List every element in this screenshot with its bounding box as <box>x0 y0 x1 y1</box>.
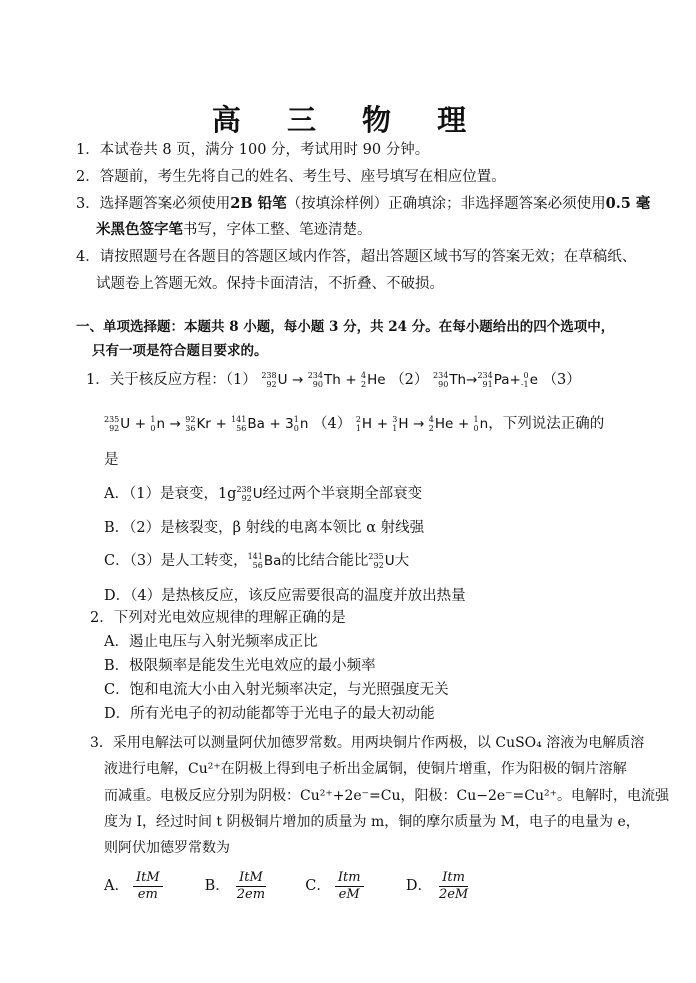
nuclide: 234 90 <box>307 371 323 389</box>
q3-options <box>104 866 502 906</box>
q1-option-a: A．（1）是衰变，1g 238 92 U经过两个半衰期全部衰变 <box>104 485 423 503</box>
nuclide: 235 92 <box>368 552 384 570</box>
q2-option-a: A．遏止电压与入射光频率成正比 <box>104 634 318 650</box>
note-4-cont: 试题卷上答题无效。保持卡面清洁，不折叠、不破损。 <box>96 276 444 292</box>
nuclide-symbol: Ba <box>247 416 265 432</box>
nuclide: 4 2 <box>428 415 434 433</box>
note-3-a: 3．选择题答案必须使用 <box>76 196 231 212</box>
nuclide-symbol: e <box>529 372 538 388</box>
nuclide: 141 56 <box>231 415 247 433</box>
q1-option-b: B．（2）是核裂变，β 射线的电离本领比 α 射线强 <box>104 520 425 536</box>
q3-line3: 而减重。电极反应分别为阴极：Cu²⁺+2e⁻=Cu，阳极：Cu−2e⁻=Cu²⁺。电解时，电流强 <box>104 788 670 804</box>
nuclide: 141 56 <box>247 552 263 570</box>
q2-option-c: C．饱和电流大小由入射光频率决定，与光照强度无关 <box>104 682 449 698</box>
page-title: 高 三 物 理 <box>211 103 485 137</box>
nuclide: 3 1 <box>392 415 398 433</box>
nuclide-symbol: n <box>479 416 489 432</box>
q3-option-b: B． $\frac{\text{ItM}}{2em}$ <box>204 869 266 902</box>
q3-option-a: A． $\frac{\text{ItM}}{em}$ <box>104 866 200 906</box>
nuclide: 1 0 <box>473 415 479 433</box>
nuclide-symbol: Ba <box>263 553 282 569</box>
nuclide-symbol: H <box>398 416 409 432</box>
nuclide: 1 0 <box>150 415 156 433</box>
note-3-pen: 米黑色签字笔 <box>96 221 183 238</box>
note-4: 4．请按照题号在各题目的答题区域内作答，超出答题区域书写的答案无效；在草稿纸、 <box>76 249 637 265</box>
nuclide-symbol: He <box>367 372 386 388</box>
nuclide: 92 36 <box>185 415 196 433</box>
q1-stem-b: ，下列说法正确的 <box>488 416 605 432</box>
nuclide: 238 92 <box>236 485 252 503</box>
nuclide-symbol: U <box>120 416 131 432</box>
nuclide-symbol: U <box>277 372 288 388</box>
q3-option-c: C． $\frac{\text{Itm}}{eM}$ <box>305 866 401 906</box>
nuclide-symbol: n <box>156 416 166 432</box>
q1-stem-line1: 1．关于核反应方程：（1） 238 92 U → 234 90 Th + 4 2 He （2） 234 90 Th→ 234 91 Pa+ 0 -1 e （3） <box>86 371 581 389</box>
q2-stem: 2．下列对光电效应规律的理解正确的是 <box>90 610 346 626</box>
nuclide: 4 2 <box>361 371 367 389</box>
q3-line2: 液进行电解，Cu²⁺在阴极上得到电子析出金属铜，使铜片增重，作为阳极的铜片溶解 <box>104 761 627 777</box>
nuclide-symbol: U <box>252 486 263 502</box>
nuclide: 235 92 <box>104 415 120 433</box>
note-2: 2．答题前，考生先将自己的姓名、考生号、座号填写在相应位置。 <box>76 169 506 185</box>
q2-option-b: B．极限频率是能发生光电效应的最小频率 <box>104 658 376 674</box>
nuclide: 234 91 <box>477 371 493 389</box>
q1-stem-line2: 235 92 U + 1 0 n → 92 36 Kr + 141 56 Ba + 3 1 0 n （4） 2 1 H + 3 1 H → 4 2 He + 1 0 n，下列说法正确的 <box>104 415 605 433</box>
q1-label-3: （3） <box>542 372 581 388</box>
q2-option-d: D．所有光电子的初动能都等于光电子的最大初动能 <box>104 706 435 722</box>
q1-option-d: D．（4）是热核反应，该反应需要很高的温度并放出热量 <box>104 588 466 604</box>
q3-line1: 3．采用电解法可以测量阿伏加德罗常数。用两块铜片作两极，以 CuSO₄ 溶液为电解质溶 <box>90 735 645 751</box>
section-1-heading: 一、单项选择题：本题共 8 小题，每小题 3 分，共 24 分。在每小题给出的四个选项中， <box>76 319 615 335</box>
q3-line5: 则阿伏加德罗常数为 <box>104 840 230 856</box>
nuclide-symbol: n <box>299 416 309 432</box>
q1-option-c: C．（3）是人工转变， 141 56 Ba的比结合能比 235 92 U大 <box>104 552 410 570</box>
nuclide: 234 90 <box>433 371 449 389</box>
q1-label-4: （4） <box>312 416 352 432</box>
nuclide: 2 1 <box>355 415 361 433</box>
nuclide: 0 -1 <box>520 371 529 389</box>
q1-stem-a: 1．关于核反应方程：（1） <box>86 372 257 388</box>
q3-line4: 度为 I，经过时间 t 阴极铜片增加的质量为 m，铜的摩尔质量为 M，电子的电量为 e， <box>104 814 640 830</box>
nuclide-symbol: Kr <box>196 416 211 432</box>
nuclide-symbol: Th <box>323 372 341 388</box>
nuclide: 238 92 <box>261 371 277 389</box>
q1-label-2: （2） <box>390 372 429 388</box>
nuclide-symbol: He <box>434 416 454 432</box>
nuclide-symbol: Th <box>449 372 467 388</box>
note-1: 1．本试卷共 8 页，满分 100 分，考试用时 90 分钟。 <box>76 142 430 158</box>
nuclide-symbol: Pa <box>493 372 510 388</box>
note-3-mm: 0.5 毫 <box>605 195 651 212</box>
q3-option-d: D． $\frac{\text{Itm}}{2eM}$ <box>405 869 469 902</box>
nuclide: 1 0 <box>293 415 299 433</box>
q1-stem-c: 是 <box>104 452 119 468</box>
note-3-cont <box>96 220 372 240</box>
note-3-c: 书写，字体工整、笔迹清楚。 <box>183 222 372 238</box>
nuclide-symbol: H <box>361 416 373 432</box>
nuclide-symbol: U <box>384 553 395 569</box>
section-1-heading-cont: 只有一项是符合题目要求的。 <box>92 343 268 359</box>
note-3-b: （按填涂样例）正确填涂；非选择题答案必须使用 <box>286 196 606 212</box>
note-3 <box>76 194 650 214</box>
note-3-pencil: 2B 铅笔 <box>230 195 287 212</box>
coefficient: 3 <box>285 416 294 432</box>
